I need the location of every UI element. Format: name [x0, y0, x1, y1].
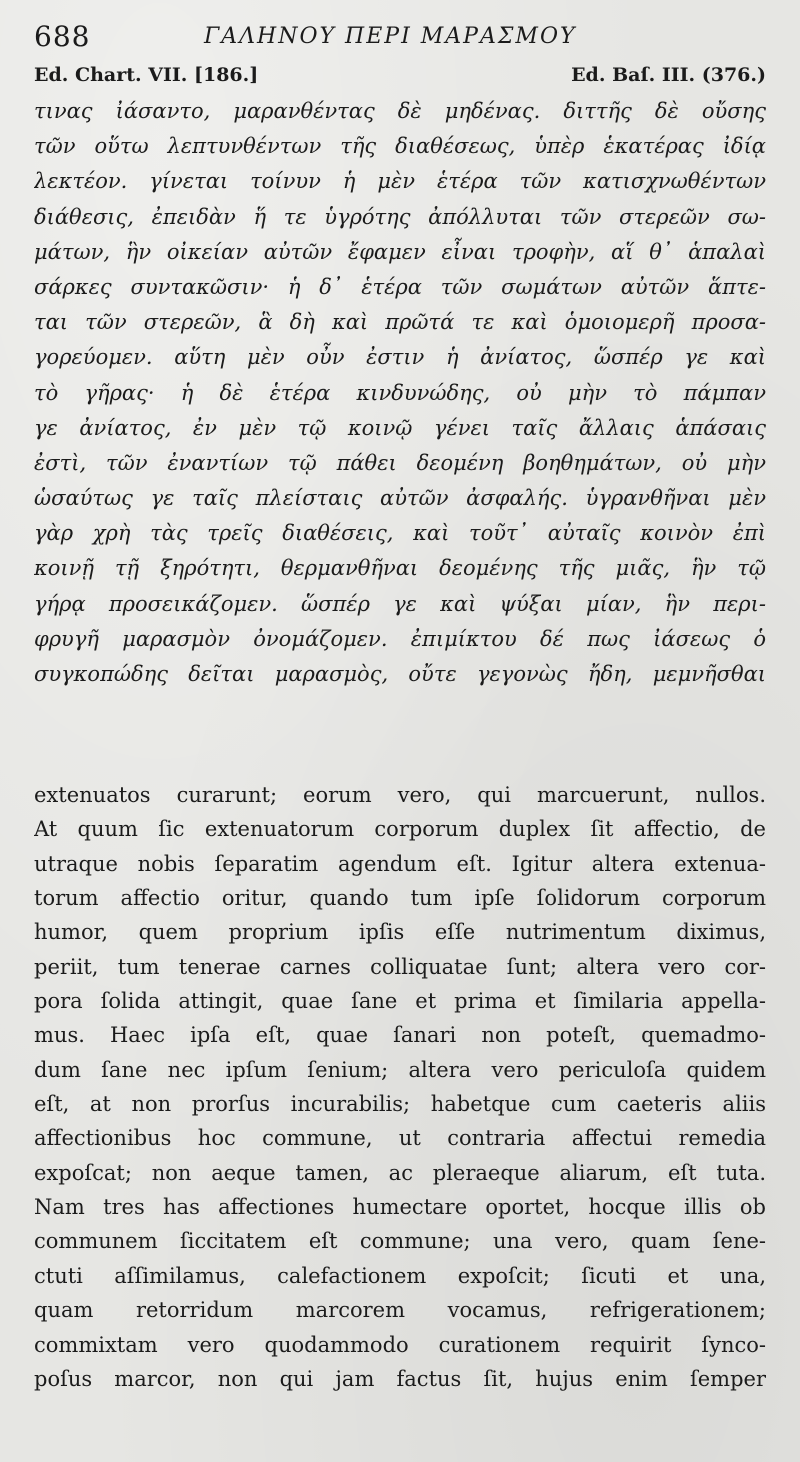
latin-text-line: humor, quem proprium ipſis eſſe nutrimentum diximus, [34, 920, 766, 945]
running-head [34, 20, 766, 56]
greek-text-line: τῶν οὕτω λεπτυνθέντων τῆς διαθέσεως, ὑπὲρ ἑκατέρας ἰδίᾳ [34, 134, 766, 159]
greek-text-line: κοινῇ τῇ ξηρότητι, θερμανθῆναι δεομένης τῆς μιᾶς, ἣν τῷ [34, 556, 766, 581]
latin-text-line: quam retorridum marcorem vocamus, refrigerationem; [34, 1298, 766, 1323]
latin-text-line: periit, tum tenerae carnes colliquatae ſunt; altera vero cor- [34, 954, 766, 979]
latin-text-line: expoſcat; non aeque tamen, ac pleraeque aliarum, eſt tuta. [34, 1160, 766, 1185]
running-title: ΓΑΛΗΝΟΥ ΠΕΡΙ ΜΑΡΑΣΜΟΥ [204, 24, 577, 49]
greek-text-line: ἐστὶ, τῶν ἐναντίων τῷ πάθει δεομένη βοηθημάτων, οὐ μὴν [34, 450, 766, 475]
latin-text-line: poſus marcor, non qui jam factus ſit, hujus enim ſemper [34, 1366, 766, 1391]
latin-text-line: eſt, at non prorſus incurabilis; habetque cum caeteris aliis [34, 1092, 766, 1117]
latin-text-line: pora ſolida attingit, quae ſane et prima et ſimilaria appella- [34, 989, 766, 1014]
greek-text-line: σάρκες συντακῶσιν· ἡ δ᾽ ἑτέρα τῶν σωμάτων αὐτῶν ἅπτε- [34, 274, 766, 299]
latin-text-line: Nam tres has affectiones humectare oportet, hocque illis ob [34, 1195, 766, 1220]
greek-text-line: γορεύομεν. αὕτη μὲν οὖν ἐστιν ἡ ἀνίατος, ὥσπέρ γε καὶ [34, 345, 766, 370]
edition-reference-basel: Ed. Baſ. III. (376.) [571, 64, 766, 86]
latin-text-line: torum affectio oritur, quando tum ipſe ſolidorum corporum [34, 886, 766, 911]
latin-text-line: At quum ſic extenuatorum corporum duplex ſit affectio, de [34, 817, 766, 842]
greek-text-line: μάτων, ἣν οἰκείαν αὐτῶν ἔφαμεν εἶναι τροφὴν, αἵ θ᾽ ἁπαλαὶ [34, 239, 766, 264]
latin-text-line: extenuatos curarunt; eorum vero, qui marcuerunt, nullos. [34, 783, 766, 807]
latin-text-line: dum ſane nec ipſum ſenium; altera vero periculoſa quidem [34, 1057, 766, 1082]
latin-text-line: communem ſiccitatem eſt commune; una vero, quam ſene- [34, 1229, 766, 1254]
latin-text-block [34, 778, 766, 1396]
latin-text-line: affectionibus hoc commune, ut contraria affectui remedia [34, 1126, 766, 1151]
latin-text-line: utraque nobis ſeparatim agendum eſt. Igitur altera extenua- [34, 851, 766, 876]
latin-text-line: mus. Haec ipſa eſt, quae ſanari non poteſt, quemadmo- [34, 1023, 766, 1048]
page-number: 688 [34, 20, 91, 53]
greek-text-line: διάθεσις, ἐπειδὰν ἥ τε ὑγρότης ἀπόλλυται τῶν στερεῶν σω- [34, 204, 766, 229]
greek-text-line: φρυγῆ μαρασμὸν ὀνομάζομεν. ἐπιμίκτου δέ πως ἰάσεως ὁ [34, 626, 766, 651]
greek-text-line: γήρᾳ προσεικάζομεν. ὥσπέρ γε καὶ ψύξαι μίαν, ἣν περι- [34, 591, 766, 616]
greek-text-line: τὸ γῆρας· ἡ δὲ ἑτέρα κινδυνώδης, οὐ μὴν τὸ πάμπαν [34, 380, 766, 405]
greek-text-line: λεκτέον. γίνεται τοίνυν ἡ μὲν ἑτέρα τῶν κατισχνωθέντων [34, 169, 766, 194]
edition-references [34, 64, 766, 94]
latin-text-line: commixtam vero quodammodo curationem requirit ſynco- [34, 1332, 766, 1357]
latin-text-line: ctuti aſſimilamus, calefactionem expoſcit; ſicuti et una, [34, 1263, 766, 1288]
greek-text-block [34, 94, 766, 692]
greek-text-line: τινας ἰάσαντο, μαρανθέντας δὲ μηδένας. διττῆς δὲ οὔσης [34, 99, 766, 123]
greek-text-line: ται τῶν στερεῶν, ἃ δὴ καὶ πρῶτά τε καὶ ὁμοιομερῆ προσα- [34, 310, 766, 335]
greek-text-line: γὰρ χρὴ τὰς τρεῖς διαθέσεις, καὶ τοῦτ᾽ αὐταῖς κοινὸν ἐπὶ [34, 521, 766, 546]
greek-text-line: ὡσαύτως γε ταῖς πλείσταις αὐτῶν ἀσφαλής. ὑγρανθῆναι μὲν [34, 486, 766, 511]
greek-text-line: γε ἀνίατος, ἐν μὲν τῷ κοινῷ γένει ταῖς ἄλλαις ἁπάσαις [34, 415, 766, 440]
edition-reference-chartier: Ed. Chart. VII. [186.] [34, 64, 259, 86]
greek-text-line: συγκοπώδης δεῖται μαρασμὸς, οὔτε γεγονὼς ἤδη, μεμνῆσθαι [34, 662, 766, 686]
